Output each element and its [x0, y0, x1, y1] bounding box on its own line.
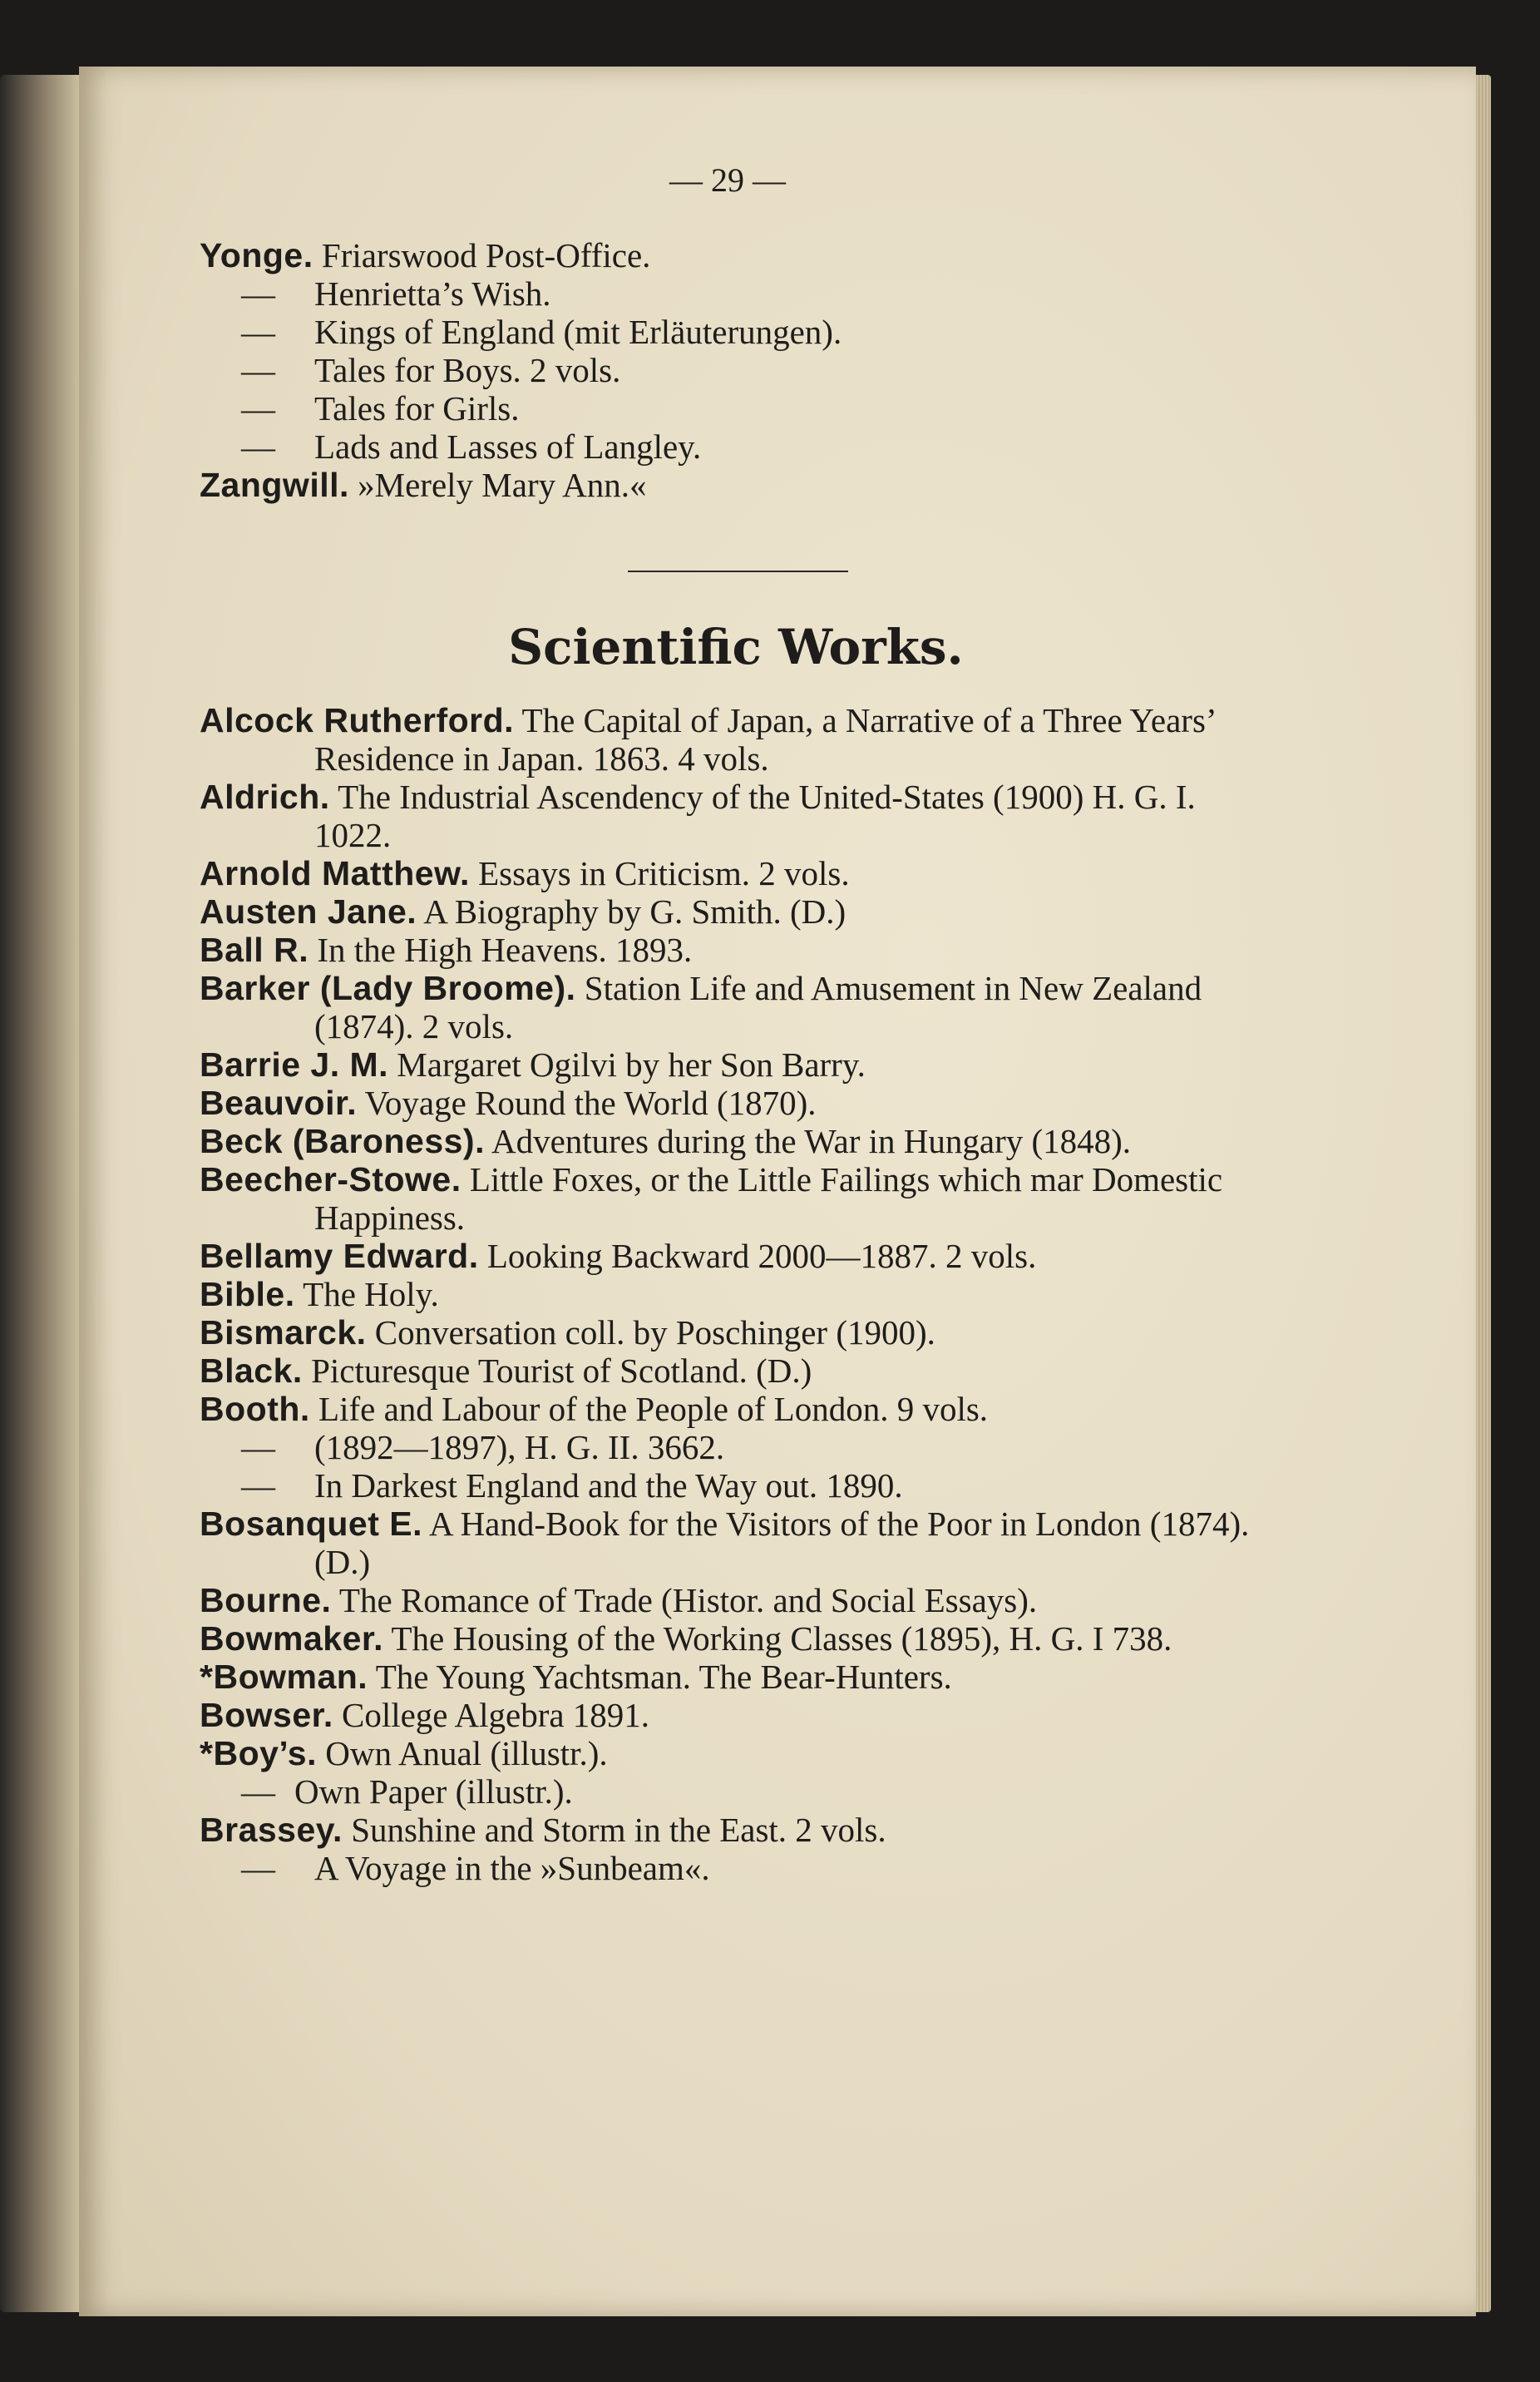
entry-title: Own Anual (illustr.).	[316, 1734, 608, 1772]
entry-title: Own Paper (illustr.).	[294, 1772, 573, 1811]
bibliography-entry	[200, 778, 1272, 854]
ditto-dash: —	[241, 1428, 275, 1466]
entry-title: The Industrial Ascendency of the United-States (1900) H. G. I. 1022.	[314, 778, 1196, 854]
scientific-works-list	[200, 701, 1272, 1887]
entry-author: Bismarck.	[200, 1313, 367, 1352]
page-number: — 29 —	[669, 161, 786, 199]
bibliography-entry	[200, 1352, 1272, 1390]
entry-author: Bowmaker.	[200, 1619, 383, 1658]
bibliography-entry	[200, 969, 1272, 1045]
ditto-dash: —	[241, 313, 275, 351]
page-edge	[1476, 75, 1491, 2312]
bibliography-entry	[200, 236, 1272, 274]
bibliography-entry	[200, 1619, 1272, 1658]
entry-author: Bourne.	[200, 1581, 332, 1619]
entry-title: A Biography by G. Smith. (D.)	[417, 892, 847, 931]
bibliography-entry	[200, 1237, 1272, 1275]
entry-author: Arnold Matthew.	[200, 854, 470, 892]
entry-title: Picturesque Tourist of Scotland. (D.)	[302, 1352, 812, 1390]
ditto-dash: —	[241, 1466, 275, 1505]
bibliography-entry	[200, 389, 1272, 427]
entry-author: Zangwill.	[200, 466, 349, 504]
bibliography-entry	[200, 854, 1272, 892]
entry-title: A Hand-Book for the Visitors of the Poor in London (1874). (D.)	[314, 1505, 1250, 1581]
entry-title: Life and Labour of the People of London. 9 vols.	[309, 1390, 989, 1428]
ditto-dash: —	[241, 427, 275, 466]
bibliography-entry	[200, 274, 1272, 313]
bibliography-entry	[200, 1428, 1272, 1466]
entry-author: Austen Jane.	[200, 892, 417, 931]
bibliography-entry	[200, 1160, 1272, 1237]
entry-title: The Capital of Japan, a Narrative of a Three Years’ Residence in Japan. 1863. 4 vols.	[314, 701, 1215, 778]
entry-author: Bowser.	[200, 1696, 333, 1734]
entry-title: Kings of England (mit Erläuterungen).	[314, 313, 842, 351]
bibliography-entry	[200, 466, 1272, 504]
entry-title: In Darkest England and the Way out. 1890.	[314, 1466, 903, 1505]
entry-title: A Voyage in the »Sunbeam«.	[314, 1849, 710, 1887]
entry-title: Station Life and Amusement in New Zealand (1874). 2 vols.	[314, 969, 1202, 1045]
fiction-entries-list	[200, 236, 1272, 504]
bibliography-entry	[200, 1772, 1272, 1811]
entry-author: Ball R.	[200, 931, 309, 969]
entry-author: Brassey.	[200, 1811, 343, 1849]
ditto-dash: —	[241, 274, 275, 313]
book-spine	[0, 75, 79, 2312]
bibliography-entry	[200, 1696, 1272, 1734]
entry-title: The Young Yachtsman. The Bear-Hunters.	[368, 1658, 952, 1696]
entry-title: Conversation coll. by Poschinger (1900).	[366, 1313, 935, 1352]
bibliography-entry	[200, 427, 1272, 466]
entry-title: »Merely Mary Ann.«	[348, 466, 647, 504]
bibliography-entry	[200, 1275, 1272, 1313]
entry-author: Barrie J. M.	[200, 1045, 389, 1084]
entry-title: Voyage Round the World (1870).	[357, 1084, 817, 1122]
entry-title: Adventures during the War in Hungary (1848).	[484, 1122, 1132, 1160]
entry-title: (1892—1897), H. G. II. 3662.	[314, 1428, 725, 1466]
entry-title: College Algebra 1891.	[333, 1696, 650, 1734]
entry-title: In the High Heavens. 1893.	[308, 931, 693, 969]
entry-author: Beecher-Stowe.	[200, 1160, 462, 1198]
bibliography-entry	[200, 892, 1272, 931]
bibliography-entry	[200, 1313, 1272, 1352]
section-title: Scientific Works.	[508, 619, 964, 675]
entry-title: Tales for Boys. 2 vols.	[314, 351, 621, 389]
entry-author: Black.	[200, 1352, 303, 1390]
entry-title: Lads and Lasses of Langley.	[314, 427, 702, 466]
entry-author: *Bowman.	[200, 1658, 368, 1696]
ditto-dash: —	[241, 1772, 275, 1811]
bibliography-entry	[200, 1734, 1272, 1772]
section-divider	[628, 571, 848, 572]
bibliography-entry	[200, 1849, 1272, 1887]
bibliography-entry	[200, 931, 1272, 969]
bibliography-entry	[200, 1084, 1272, 1122]
bibliography-entry	[200, 351, 1272, 389]
entry-author: Aldrich.	[200, 778, 330, 816]
entry-title: Sunshine and Storm in the East. 2 vols.	[342, 1811, 886, 1849]
bibliography-entry	[200, 1390, 1272, 1428]
bibliography-entry	[200, 1811, 1272, 1849]
bibliography-entry	[200, 313, 1272, 351]
bibliography-entry	[200, 1466, 1272, 1505]
entry-title: Essays in Criticism. 2 vols.	[469, 854, 850, 892]
entry-title: Friarswood Post-Office.	[313, 236, 651, 274]
bibliography-entry	[200, 1045, 1272, 1084]
entry-author: Barker (Lady Broome).	[200, 969, 576, 1007]
entry-title: Looking Backward 2000—1887. 2 vols.	[478, 1237, 1037, 1275]
bibliography-entry	[200, 1122, 1272, 1160]
bibliography-entry	[200, 701, 1272, 778]
bibliography-entry	[200, 1505, 1272, 1581]
entry-title: The Holy.	[294, 1275, 439, 1313]
entry-author: Bellamy Edward.	[200, 1237, 479, 1275]
entry-title: Margaret Ogilvi by her Son Barry.	[388, 1045, 866, 1084]
entry-title: Tales for Girls.	[314, 389, 520, 427]
entry-title: Henrietta’s Wish.	[314, 274, 551, 313]
ditto-dash: —	[241, 389, 275, 427]
entry-author: *Boy’s.	[200, 1734, 317, 1772]
ditto-dash: —	[241, 1849, 275, 1887]
bibliography-entry	[200, 1658, 1272, 1696]
entry-author: Beauvoir.	[200, 1084, 358, 1122]
entry-title: The Romance of Trade (Histor. and Social Essays).	[331, 1581, 1038, 1619]
entry-author: Bosanquet E.	[200, 1505, 422, 1543]
page-content	[200, 158, 1272, 1887]
bibliography-entry	[200, 1581, 1272, 1619]
entry-author: Alcock Rutherford.	[200, 701, 515, 739]
entry-title: Little Foxes, or the Little Failings which mar Domestic Happiness.	[314, 1160, 1223, 1237]
entry-title: The Housing of the Working Classes (1895), H. G. I 738.	[383, 1619, 1172, 1658]
entry-author: Yonge.	[200, 236, 313, 274]
ditto-dash: —	[241, 351, 275, 389]
entry-author: Bible.	[200, 1275, 295, 1313]
entry-author: Beck (Baroness).	[200, 1122, 485, 1160]
entry-author: Booth.	[200, 1390, 310, 1428]
